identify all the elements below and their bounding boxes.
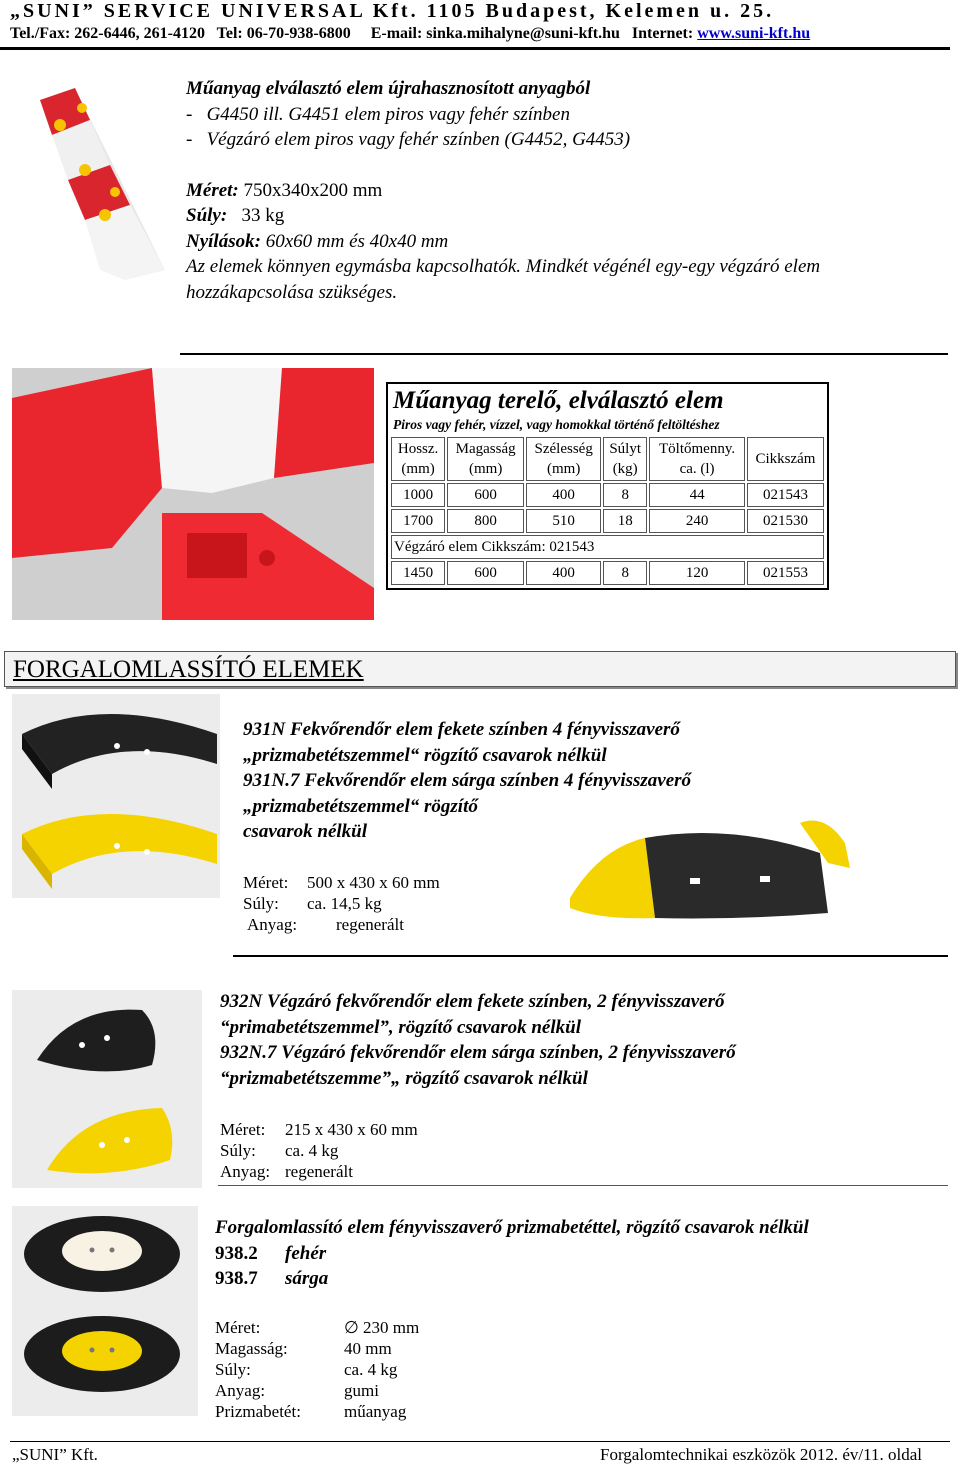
product-line: 931N.7 Fekvőrendőr elem sárga színben 4 fényvisszaverő (243, 770, 692, 791)
section-heading-box (4, 651, 956, 687)
cell: 240 (649, 509, 745, 533)
table-row (391, 535, 824, 559)
section-heading: FORGALOMLASSÍTÓ ELEMEK (13, 656, 364, 683)
table-subtitle: Piros vagy fehér, vízzel, vagy homokkal történő feltöltéshez (393, 417, 720, 432)
spec-label: Súly: (243, 894, 279, 913)
spec-label: Súly: (220, 1141, 256, 1160)
footer-right: Forgalomtechnikai eszközök 2012. év/11. oldal (600, 1445, 922, 1464)
product-line: Forgalomlassító elem fényvisszaverő prizmabetéttel, rögzítő csavarok nélkül (215, 1217, 809, 1238)
col-header: Hossz. (mm) (391, 437, 445, 481)
spec-value: regenerált (336, 915, 404, 934)
table-header-row (391, 437, 824, 481)
product-line: “primabetétszemmel”, rögzítő csavarok nélkül (220, 1016, 581, 1038)
product-line: 931N Fekvőrendőr elem fekete színben 4 fényvisszaverő (243, 719, 680, 740)
company-title: „SUNI” SERVICE UNIVERSAL Kft. 1105 Budapest, Kelemen u. 25. (10, 0, 775, 22)
contact-line (10, 25, 810, 43)
weight-value: 33 kg (227, 205, 285, 226)
cell: 510 (526, 509, 601, 533)
product-931-specs (243, 872, 440, 935)
product-line: 932N Végzáró fekvőrendőr elem fekete színben, 2 fényvisszaverő (220, 991, 725, 1012)
product-938-description (215, 1215, 809, 1292)
spec-label: Méret: (220, 1120, 266, 1139)
product-title: Műanyag elválasztó elem újrahasznosított anyagból (186, 78, 591, 99)
spec-label: Magasság: (215, 1339, 288, 1358)
product-932-description (220, 989, 736, 1091)
spec-value: 215 x 430 x 60 mm (285, 1120, 418, 1139)
weight-label: Súly: (186, 205, 228, 226)
product-line: 932N.7 Végzáró fekvőrendőr elem sárga színben, 2 fényvisszaverő (220, 1042, 736, 1063)
product-938-specs (215, 1317, 419, 1422)
size-value: 750x340x200 mm (238, 179, 383, 201)
size-label: Méret: (186, 179, 239, 201)
col-header: Cikkszám (747, 437, 824, 481)
col-header: Súlyt (kg) (603, 437, 647, 481)
end-bump-image (12, 990, 202, 1188)
cell: 600 (447, 483, 524, 507)
table-row (391, 483, 824, 507)
cell: 1700 (391, 509, 445, 533)
footer-rule (10, 1441, 950, 1442)
round-bump-image (12, 1206, 198, 1416)
spec-value: ca. 4 kg (285, 1141, 339, 1160)
cell: 400 (526, 561, 601, 585)
bullet-item: - Végzáró elem piros vagy fehér színben (G4452, G4453) (186, 129, 631, 150)
cell: 021543 (747, 483, 824, 507)
spec-table (389, 385, 826, 587)
note-line: hozzákapcsolása szükséges. (186, 281, 398, 303)
speed-bump-assembly-image (560, 808, 850, 928)
cell: 120 (649, 561, 745, 585)
product-line: “prizmabetétszemme”„ rögzítő csavarok nélkül (220, 1067, 588, 1089)
col-header: Szélesség (mm) (526, 437, 601, 481)
product-color: sárga (285, 1268, 329, 1289)
spec-value: 500 x 430 x 60 mm (307, 873, 440, 892)
cell: 021530 (747, 509, 824, 533)
speed-bump-image (12, 694, 220, 898)
header-rule (0, 47, 950, 50)
section-divider (180, 353, 948, 355)
cell: 600 (447, 561, 524, 585)
spec-label: Méret: (243, 873, 289, 892)
product-line: „prizmabetétszemmel“ rögzítő (243, 795, 478, 817)
table-row (391, 509, 824, 533)
spec-label: Anyag: (220, 1162, 271, 1181)
section-divider (218, 1185, 948, 1186)
water-barrier-image (12, 368, 374, 620)
website-link[interactable]: www.suni-kft.hu (697, 25, 811, 42)
openings-label: Nyílások: (186, 230, 261, 252)
section-divider (233, 955, 948, 957)
spec-value: gumi (344, 1381, 379, 1400)
product-932-specs (220, 1119, 418, 1182)
product-line: „prizmabetétszemmel“ rögzítő csavarok nélkül (243, 744, 607, 766)
cell: 1450 (391, 561, 445, 585)
spec-value: regenerált (285, 1162, 353, 1181)
product-description (186, 76, 820, 305)
cell: 44 (649, 483, 745, 507)
cell: 8 (603, 483, 647, 507)
openings-value: 60x60 mm és 40x40 mm (260, 230, 449, 252)
product-color: fehér (285, 1242, 327, 1264)
table-title: Műanyag terelő, elválasztó elem (393, 387, 724, 414)
footer-left: „SUNI” Kft. (12, 1445, 98, 1464)
product-line: csavarok nélkül (243, 821, 368, 842)
spec-label: Anyag: (247, 915, 298, 934)
cell: 400 (526, 483, 601, 507)
col-header: Magasság (mm) (447, 437, 524, 481)
table-row (391, 561, 824, 585)
contact-text: Tel./Fax: 262-6446, 261-4120 Tel: 06-70-938-6800 E-mail: sinka.mihalyne@suni-kft.hu Internet: (10, 25, 698, 42)
spec-label: Prizmabetét: (215, 1402, 301, 1421)
end-element-label: Végzáró elem Cikkszám: 021543 (391, 535, 824, 559)
cell: 1000 (391, 483, 445, 507)
spec-value: ca. 14,5 kg (307, 894, 382, 913)
spec-label: Méret: (215, 1318, 261, 1337)
bullet-item: - G4450 ill. G4451 elem piros vagy fehér színben (186, 103, 570, 125)
col-header: Töltőmenny. ca. (l) (649, 437, 745, 481)
spec-value: műanyag (344, 1402, 407, 1421)
cell: 18 (603, 509, 647, 533)
spec-value: ca. 4 kg (344, 1360, 398, 1379)
cell: 8 (603, 561, 647, 585)
note-line: Az elemek könnyen egymásba kapcsolhatók. Mindkét végénél egy-egy végzáró elem (186, 256, 821, 277)
barrier-product-image (30, 80, 170, 285)
product-code: 938.7 (215, 1268, 258, 1289)
product-code: 938.2 (215, 1242, 258, 1264)
spec-value: ∅ 230 mm (344, 1318, 420, 1337)
spec-label: Anyag: (215, 1381, 266, 1400)
cell: 021553 (747, 561, 824, 585)
spec-table-frame (386, 382, 829, 590)
spec-label: Súly: (215, 1360, 251, 1379)
cell: 800 (447, 509, 524, 533)
spec-value: 40 mm (344, 1339, 392, 1358)
